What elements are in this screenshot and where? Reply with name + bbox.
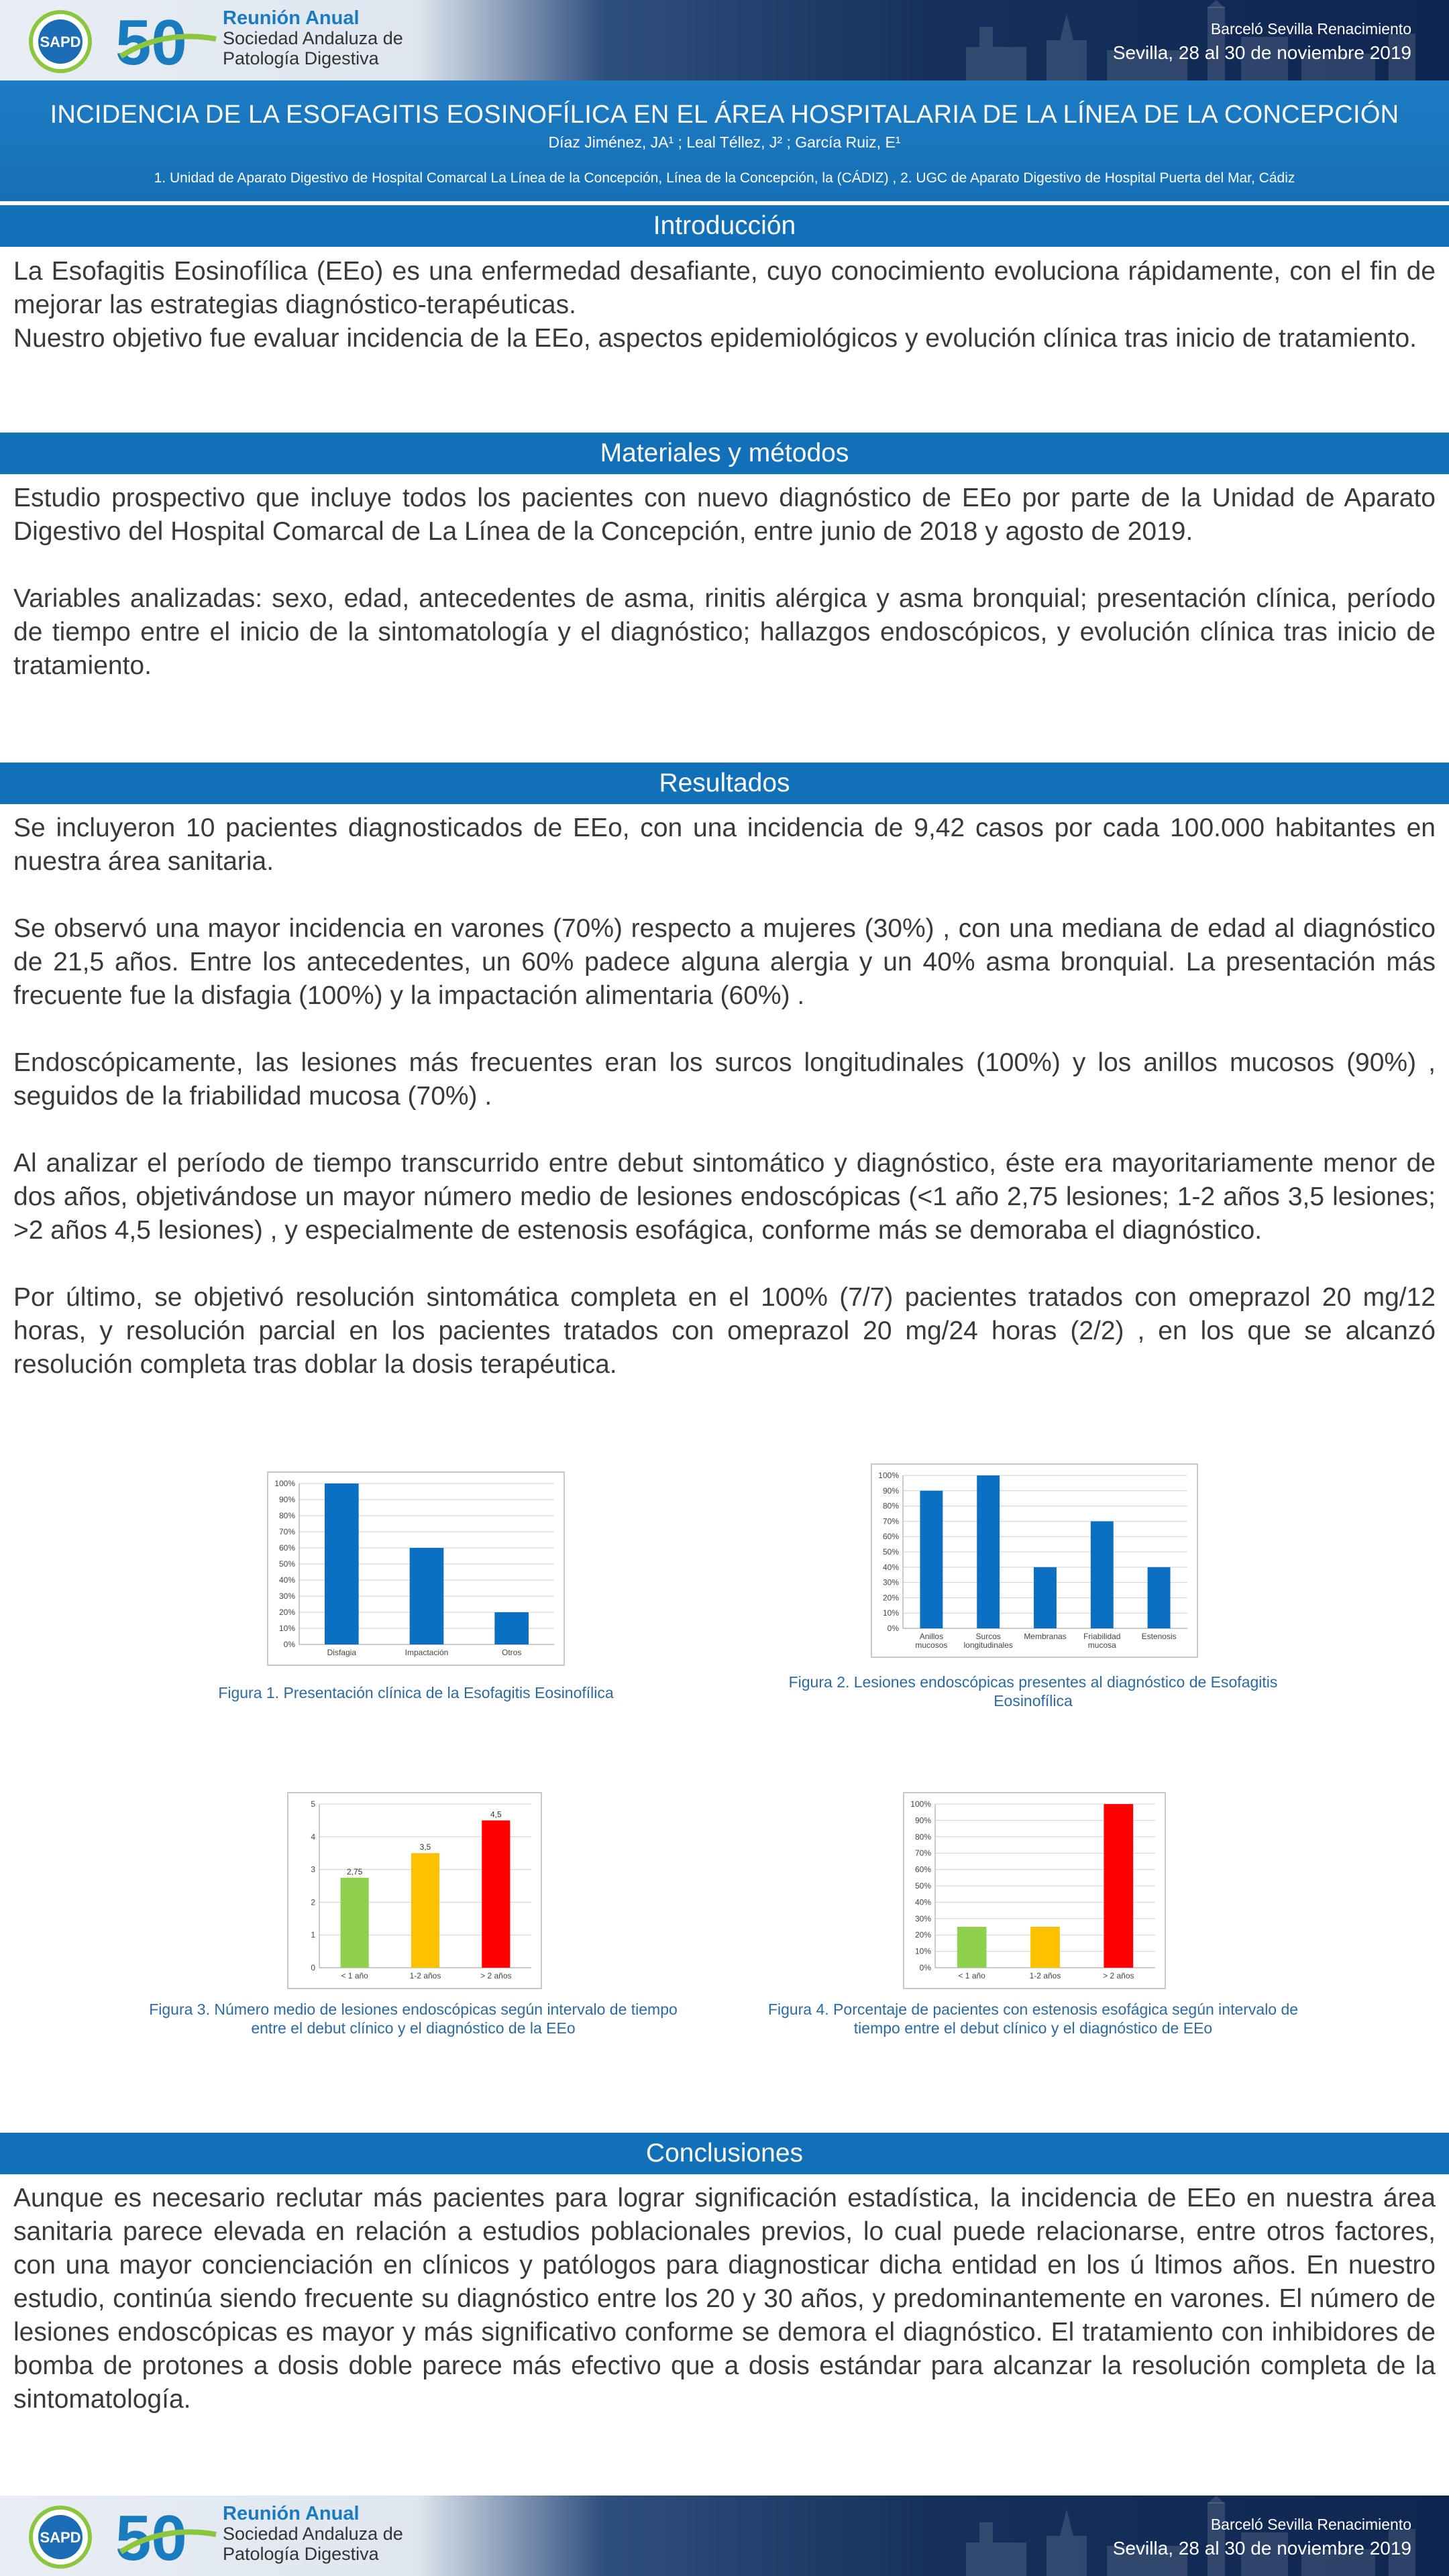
figure-4-caption: Figura 4. Porcentaje de pacientes con estenosis esofágica según intervalo de tiempo entre el debut clínico y el diagnóstico de EEo: [767, 2001, 1299, 2037]
y-tick-label: 50%: [278, 1559, 295, 1569]
poster-affiliations: 1. Unidad de Aparato Digestivo de Hospital Comarcal La Línea de la Concepción, Línea de la Concepción, la (CÁDIZ) , 2. UGC de Aparato Digestivo de Hospital Puerta del Mar, Cádiz: [154, 170, 1295, 186]
figure-2-caption: Figura 2. Lesiones endoscópicas presentes al diagnóstico de Esofagitis Eosinofílica: [788, 1673, 1278, 1710]
seal-text: SAPD: [40, 34, 81, 50]
bottom-banner: [0, 2496, 1449, 2576]
top-banner: [0, 0, 1449, 80]
y-tick-label: 40%: [278, 1575, 295, 1585]
x-tick-label: mucosa: [1087, 1640, 1116, 1650]
y-tick-label: 60%: [882, 1532, 899, 1542]
fifty-anniversary-icon: [115, 9, 223, 74]
x-tick-label: Otros: [501, 1648, 522, 1657]
y-tick-label: 30%: [882, 1577, 899, 1587]
y-tick-label: 20%: [278, 1608, 295, 1617]
poster-title: INCIDENCIA DE LA ESOFAGITIS EOSINOFÍLICA EN EL ÁREA HOSPITALARIA DE LA LÍNEA DE LA CONCEPCIÓN: [50, 101, 1399, 129]
x-tick-label: > 2 años: [1103, 1971, 1134, 1980]
y-tick-label: 30%: [278, 1591, 295, 1601]
y-tick-label: 4: [311, 1832, 315, 1842]
figure-3-caption: Figura 3. Número medio de lesiones endoscópicas según intervalo de tiempo entre el debut clínico y el diagnóstico de la EEo: [149, 2001, 678, 2037]
venue-info: [1113, 2516, 1411, 2559]
venue-dates: Sevilla, 28 al 30 de noviembre 2019: [1112, 42, 1411, 63]
x-tick-label: 1-2 años: [409, 1971, 441, 1980]
figure-1-chart: [268, 1473, 564, 1665]
chart-bar: [957, 1927, 987, 1968]
y-tick-label: 90%: [278, 1495, 295, 1504]
y-tick-label: 70%: [278, 1527, 295, 1536]
y-tick-label: 2: [311, 1897, 315, 1907]
figure-2-chart: [872, 1465, 1197, 1657]
x-tick-label: Impactación: [405, 1648, 449, 1657]
resultados-paragraph-4: Al analizar el período de tiempo transcurrido entre debut sintomático y diagnóstico, éste era mayoritariamente menor de dos años, objetivándose un mayor número medio de lesiones endoscópicas (<1 año 2,75 lesiones; 1-2 años 3,5 lesiones; >2 años 4,5 lesiones) , y especialmente de estenosis esofágica, conforme más se demoraba el diagnóstico.: [13, 1149, 1436, 1245]
x-tick-label: Friabilidad: [1083, 1632, 1121, 1641]
chart-bar: [325, 1483, 359, 1644]
introduccion-paragraph-2: Nuestro objetivo fue evaluar incidencia de la EEo, aspectos epidemiológicos y evolución clínica tras inicio de tratamiento.: [13, 324, 1417, 353]
poster-header: [0, 80, 1449, 201]
y-tick-label: 100%: [878, 1471, 899, 1480]
y-tick-label: 80%: [882, 1501, 899, 1511]
organization-name: [223, 2504, 403, 2564]
section-heading-resultados: Resultados: [0, 763, 1449, 804]
x-tick-label: Anillos: [919, 1632, 944, 1641]
chart-bar: [482, 1820, 510, 1968]
y-tick-label: 20%: [882, 1593, 899, 1603]
introduccion-paragraph-1: La Esofagitis Eosinofílica (EEo) es una enfermedad desafiante, cuyo conocimiento evoluciona rápidamente, con el fin de mejorar las estrategias diagnóstico-terapéuticas.: [13, 257, 1436, 319]
section-heading-conclusiones: Conclusiones: [0, 2133, 1449, 2174]
y-tick-label: 10%: [278, 1624, 295, 1633]
x-tick-label: < 1 año: [958, 1971, 985, 1980]
x-tick-label: < 1 año: [341, 1971, 368, 1980]
resultados-paragraph-5: Por último, se objetivó resolución sintomática completa en el 100% (7/7) pacientes tratados con omeprazol 20 mg/12 horas, y resolución parcial en los pacientes tratados con omeprazol 20 mg/24 horas (2/2) , en los que se alcanzó resolución completa tras doblar la dosis terapéutica.: [13, 1283, 1436, 1379]
resultados-paragraph-2: Se observó una mayor incidencia en varones (70%) respecto a mujeres (30%) , con una mediana de edad al diagnóstico de 21,5 años. Entre los antecedentes, un 60% padece alguna alergia y un 40% asma bronquial. La presentación más frecuente fue la disfagia (100%) y la impactación alimentaria (60%) .: [13, 914, 1436, 1010]
org-line-3: Patología Digestiva: [223, 2544, 379, 2564]
y-tick-label: 60%: [278, 1543, 295, 1553]
y-tick-label: 80%: [914, 1832, 931, 1842]
org-line-2: Sociedad Andaluza de: [223, 28, 403, 48]
y-tick-label: 0: [311, 1963, 315, 1972]
chart-bar: [920, 1491, 943, 1628]
chart-bar: [1104, 1804, 1133, 1968]
y-tick-label: 0%: [919, 1963, 931, 1972]
y-tick-label: 40%: [882, 1562, 899, 1572]
metodos-paragraph-2: Variables analizadas: sexo, edad, antecedentes de asma, rinitis alérgica y asma bronquial; presentación clínica, período de tiempo entre el inicio de la sintomatología y el diagnóstico; hallazgos endoscópicos, y evolución clínica tras inicio de tratamiento.: [13, 584, 1436, 680]
data-label: 4,5: [490, 1809, 502, 1819]
x-tick-label: 1-2 años: [1029, 1971, 1061, 1980]
figure-1-caption: Figura 1. Presentación clínica de la Esofagitis Eosinofílica: [218, 1684, 614, 1701]
org-line-1: Reunión Anual: [223, 7, 360, 29]
y-tick-label: 10%: [882, 1608, 899, 1618]
y-tick-label: 80%: [278, 1511, 295, 1520]
poster-authors: Díaz Jiménez, JA¹ ; Leal Téllez, J² ; García Ruiz, E¹: [548, 133, 901, 151]
x-tick-label: Disfagia: [327, 1648, 357, 1657]
introduccion-body: [13, 255, 1436, 355]
org-line-1: Reunión Anual: [223, 2503, 360, 2524]
venue-dates: Sevilla, 28 al 30 de noviembre 2019: [1112, 2538, 1411, 2559]
x-tick-label: Surcos: [975, 1632, 1001, 1641]
y-tick-label: 30%: [914, 1913, 931, 1923]
chart-bar: [1148, 1567, 1171, 1628]
fifty-anniversary-icon: [115, 2505, 223, 2569]
chart-bar: [494, 1612, 529, 1644]
chart-bar: [341, 1878, 369, 1968]
org-line-2: Sociedad Andaluza de: [223, 2524, 403, 2544]
y-tick-label: 1: [311, 1930, 315, 1940]
data-label: 2,75: [346, 1866, 363, 1877]
y-tick-label: 0%: [887, 1624, 899, 1633]
venue-hotel: Barceló Sevilla Renacimiento: [1210, 2516, 1411, 2533]
y-tick-label: 20%: [914, 1930, 931, 1940]
sapd-seal-icon: [25, 9, 99, 74]
venue-hotel: Barceló Sevilla Renacimiento: [1210, 20, 1411, 38]
chart-bar: [410, 1548, 444, 1644]
resultados-paragraph-3: Endoscópicamente, las lesiones más frecuentes eran los surcos longitudinales (100%) y los anillos mucosos (90%) , seguidos de la friabilidad mucosa (70%) .: [13, 1048, 1436, 1111]
x-tick-label: Membranas: [1024, 1632, 1067, 1641]
x-tick-label: Estenosis: [1141, 1632, 1177, 1641]
chart-bar: [977, 1475, 1000, 1628]
x-tick-label: mucosos: [915, 1640, 948, 1650]
x-tick-label: longitudinales: [963, 1640, 1013, 1650]
organization-name: [223, 8, 403, 68]
conclusiones-paragraph-1: Aunque es necesario reclutar más pacientes para lograr significación estadística, la incidencia de EEo en nuestra área sanitaria parece elevada en relación a estudios poblacionales previos, lo cual puede relacionarse, entre otros factores, con una mayor concienciación en clínicos y patólogos para diagnosticar dicha entidad en los ú ltimos años. En nuestro estudio, continúa siendo frecuente su diagnóstico entre los 20 y 30 años, y predominantemente en varones. El número de lesiones endoscópicas es mayor y más significativo conforme se demora el diagnóstico. El tratamiento con inhibidores de bomba de protones a dosis doble parece más efectivo que a dosis estándar para alcanzar la resolución completa de la sintomatología.: [13, 2184, 1436, 2414]
y-tick-label: 60%: [914, 1864, 931, 1874]
x-tick-label: > 2 años: [480, 1971, 512, 1980]
y-tick-label: 0%: [283, 1640, 295, 1649]
anniversary-number: 50: [115, 2505, 187, 2569]
y-tick-label: 40%: [914, 1897, 931, 1907]
metodos-paragraph-1: Estudio prospectivo que incluye todos los pacientes con nuevo diagnóstico de EEo por parte de la Unidad de Aparato Digestivo del Hospital Comarcal de La Línea de la Concepción, entre junio de 2018 y agosto de 2019.: [13, 484, 1436, 546]
section-heading-introduccion: Introducción: [0, 205, 1449, 247]
data-label: 3,5: [419, 1842, 431, 1852]
y-tick-label: 90%: [914, 1815, 931, 1826]
sapd-seal-icon: [25, 2505, 99, 2569]
resultados-paragraph-1: Se incluyeron 10 pacientes diagnosticados de EEo, con una incidencia de 9,42 casos por cada 100.000 habitantes en nuestra área sanitaria.: [13, 814, 1436, 876]
y-tick-label: 90%: [882, 1486, 899, 1496]
y-tick-label: 100%: [910, 1799, 931, 1809]
conclusiones-body: [13, 2182, 1436, 2416]
y-tick-label: 50%: [914, 1881, 931, 1891]
y-tick-label: 70%: [914, 1848, 931, 1858]
chart-bar: [411, 1853, 439, 1968]
chart-bar: [1034, 1567, 1057, 1628]
chart-bar: [1091, 1521, 1114, 1628]
y-tick-label: 100%: [274, 1479, 295, 1488]
figure-4-chart: [904, 1793, 1165, 1988]
y-tick-label: 5: [311, 1799, 315, 1809]
y-tick-label: 70%: [882, 1516, 899, 1526]
resultados-body: [13, 811, 1436, 1382]
venue-info: [1113, 20, 1411, 64]
y-tick-label: 10%: [914, 1946, 931, 1956]
metodos-body: [13, 482, 1436, 683]
y-tick-label: 50%: [882, 1547, 899, 1557]
section-heading-metodos: Materiales y métodos: [0, 433, 1449, 474]
anniversary-number: 50: [115, 9, 187, 74]
seal-text: SAPD: [40, 2529, 81, 2546]
y-tick-label: 3: [311, 1864, 315, 1874]
org-line-3: Patología Digestiva: [223, 48, 379, 68]
chart-bar: [1030, 1927, 1060, 1968]
figure-3-chart: [288, 1793, 541, 1988]
